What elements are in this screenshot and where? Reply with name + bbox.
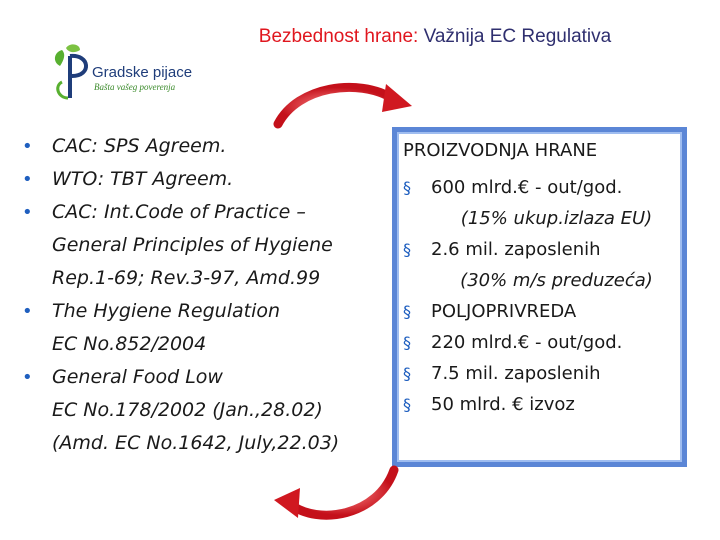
list-item: • General Food Low EC No.178/2002 (Jan.,28.02) (Amd. EC No.1642, July,22.03) [22, 361, 382, 460]
square-bullet-icon: § [403, 364, 411, 383]
bullet-icon: • [22, 202, 33, 223]
regulation-list [22, 130, 382, 460]
list-item: § 220 mlrd.€ - out/god. [403, 327, 688, 358]
food-production-panel [392, 127, 687, 467]
square-bullet-icon: § [403, 302, 411, 321]
panel-list [403, 172, 688, 420]
list-item: • CAC: Int.Code of Practice – General Principles of Hygiene Rep.1-69; Rev.3-97, Amd.99 [22, 196, 382, 295]
panel-title: PROIZVODNJA HRANE [403, 140, 598, 161]
square-bullet-icon: § [403, 240, 411, 259]
list-item: § 600 mlrd.€ - out/god. (15% ukup.izlaza EU) [403, 172, 688, 234]
list-item: • WTO: TBT Agreem. [22, 163, 382, 196]
square-bullet-icon: § [403, 178, 411, 197]
bullet-icon: • [22, 301, 33, 322]
list-item: § 7.5 mil. zaposlenih [403, 358, 688, 389]
curved-arrow-bottom-icon [268, 460, 418, 530]
list-item: § 2.6 mil. zaposlenih (30% m/s preduzeća) [403, 234, 688, 296]
list-item: § 50 mlrd. € izvoz [403, 389, 688, 420]
title-separator: : [413, 26, 419, 47]
square-bullet-icon: § [403, 333, 411, 352]
square-bullet-icon: § [403, 395, 411, 414]
logo-name: Gradske pijace [92, 64, 193, 81]
bullet-icon: • [22, 367, 33, 388]
gradske-pijace-logo [50, 42, 200, 102]
curved-arrow-top-icon [268, 72, 418, 132]
list-item: § POLJOPRIVREDA [403, 296, 688, 327]
bullet-icon: • [22, 136, 33, 157]
title-part2: Važnija EC Regulativa [418, 26, 612, 47]
bullet-icon: • [22, 169, 33, 190]
list-item: • CAC: SPS Agreem. [22, 130, 382, 163]
title-part1: Bezbednost hrane [258, 26, 414, 47]
logo-tagline: Bašta vašeg poverenja [94, 82, 176, 92]
list-item: • The Hygiene Regulation EC No.852/2004 [22, 295, 382, 361]
